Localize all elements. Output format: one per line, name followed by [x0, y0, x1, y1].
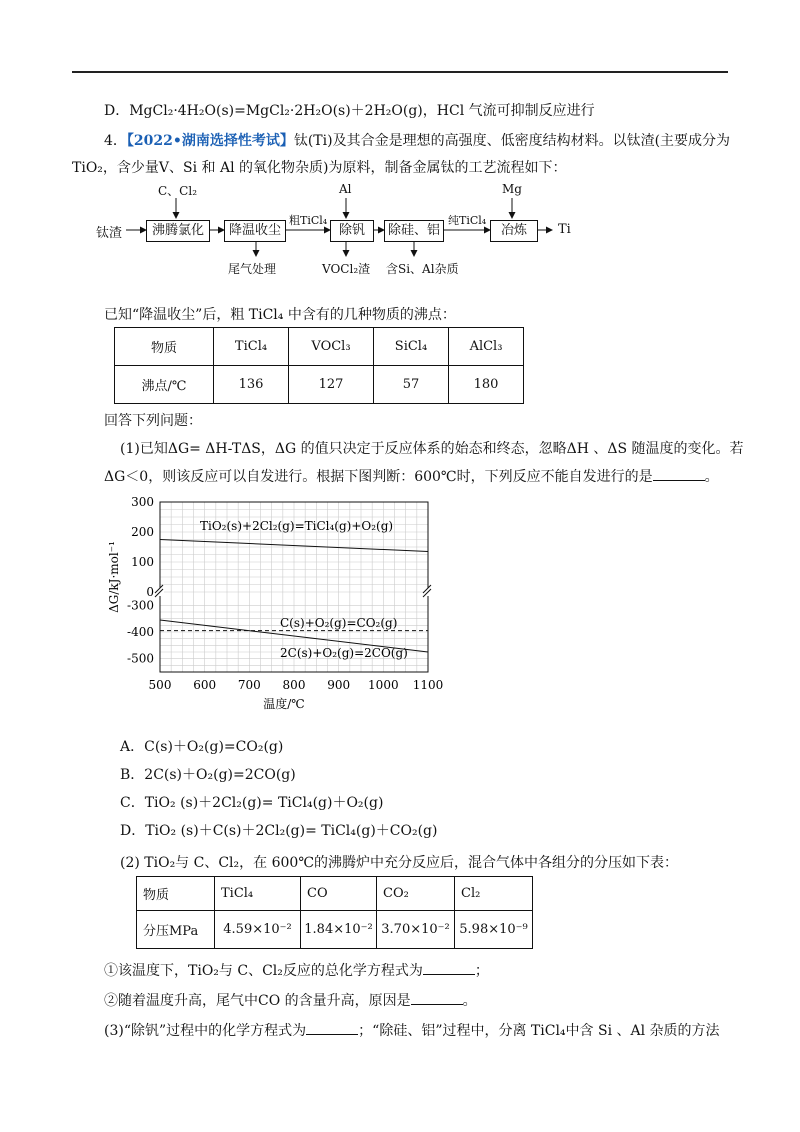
x-tick-label: 600	[193, 678, 217, 692]
x-tick-label: 900	[327, 678, 351, 692]
table-header-row	[137, 877, 533, 911]
flow-box-cooling: 降温收尘	[224, 220, 286, 242]
y-tick-label: 0	[146, 585, 154, 599]
table-cell: 5.98×10⁻⁹	[455, 911, 533, 949]
series-label: TiO₂(s)+2Cl₂(g)=TiCl₄(g)+O₂(g)	[200, 519, 394, 533]
part3-text-a: (3)“除钒”过程中的化学方程式为	[104, 1023, 307, 1039]
part1-line1: (1)已知ΔG= ΔH-TΔS，ΔG 的值只决定于反应体系的始态和终态，忽略ΔH 、ΔS 随温度的变化。若	[120, 441, 744, 457]
option-c: C．TiO₂ (s)＋2Cl₂(g)= TiCl₄(g)＋O₂(g)	[120, 795, 384, 811]
header-rule	[72, 71, 728, 73]
question-2-1	[104, 960, 489, 980]
table-cell: 1.84×10⁻²	[301, 911, 377, 949]
x-tick-label: 500	[148, 678, 172, 692]
flow-label-pure: 纯TiCl₄	[448, 214, 487, 227]
table-row	[115, 366, 524, 404]
answer-prompt: 回答下列问题：	[104, 413, 202, 429]
part2-text: (2) TiO₂与 C、Cl₂，在 600℃的沸腾炉中充分反应后，混合气体中各组分的分压如下表：	[120, 855, 678, 871]
table-cell: 4.59×10⁻²	[215, 911, 301, 949]
x-tick-label: 1100	[412, 678, 444, 692]
flow-box-chlorination: 沸腾氯化	[146, 220, 210, 242]
exam-tag: 【2022•湖南选择性考试】	[126, 133, 294, 149]
question-4-intro	[104, 130, 730, 150]
table-cell: Cl₂	[455, 877, 533, 911]
flow-output-vocl2: VOCl₂渣	[322, 262, 371, 276]
series-label: 2C(s)+O₂(g)=2CO(g)	[280, 646, 408, 660]
flow-input-mg: Mg	[502, 182, 522, 196]
y-tick-label: -300	[127, 598, 154, 613]
question-2-1-end: ；	[474, 963, 489, 979]
prev-option-d: D．MgCl₂·4H₂O(s)=MgCl₂·2H₂O(s)＋2H₂O(g)，HCl 气流可抑制反应进行	[104, 103, 595, 119]
option-b: B．2C(s)＋O₂(g)=2CO(g)	[120, 767, 296, 783]
table-cell: CO	[301, 877, 377, 911]
x-tick-label: 700	[237, 678, 261, 692]
table-cell: 180	[449, 366, 524, 404]
delta-g-chart	[100, 492, 460, 717]
question-2-2-text: ②随着温度升高，尾气中CO 的含量升高，原因是	[104, 993, 411, 1009]
x-tick-label: 1000	[368, 678, 399, 692]
table-row	[137, 911, 533, 949]
table-header-row	[115, 328, 524, 366]
table-cell: AlCl₃	[449, 328, 524, 366]
flow-input-c-cl2: C、Cl₂	[158, 184, 198, 198]
flow-box-remove-v: 除钒	[330, 220, 374, 242]
series-label: C(s)+O₂(g)=CO₂(g)	[280, 616, 398, 630]
flow-output-exhaust: 尾气处理	[228, 262, 277, 276]
y-tick-label: -400	[127, 625, 154, 639]
part3	[104, 1020, 720, 1040]
table-cell: 物质	[115, 328, 214, 366]
answer-blank	[306, 1022, 358, 1035]
x-tick-label: 800	[282, 678, 306, 692]
answer-blank	[411, 992, 463, 1005]
y-axis-title: ΔG/kJ·mol⁻¹	[107, 541, 121, 613]
table-cell: TiCl₄	[214, 328, 289, 366]
table-cell: 127	[289, 366, 374, 404]
table-cell: 沸点/℃	[115, 366, 214, 404]
y-tick-label: 300	[131, 495, 154, 509]
boiling-point-table	[114, 327, 524, 404]
question-number: 4．	[104, 133, 127, 149]
table-cell: TiCl₄	[215, 877, 301, 911]
table-cell: 57	[374, 366, 449, 404]
answer-blank	[653, 468, 705, 481]
table-cell: 136	[214, 366, 289, 404]
x-axis-title: 温度/℃	[263, 697, 305, 711]
table-cell: 3.70×10⁻²	[377, 911, 455, 949]
table-cell: CO₂	[377, 877, 455, 911]
intro-text-1: 钛(Ti)及其合金是理想的高强度、低密度结构材料。以钛渣(主要成分为	[293, 133, 731, 149]
y-tick-label: -500	[127, 651, 154, 666]
answer-blank	[423, 962, 475, 975]
flow-label-crude: 粗TiCl₄	[289, 214, 328, 227]
partial-pressure-table	[136, 876, 533, 949]
question-2-2-end: 。	[462, 993, 477, 1009]
flow-start: 钛渣	[96, 226, 123, 241]
table-cell: VOCl₃	[289, 328, 374, 366]
flow-end: Ti	[558, 222, 571, 237]
part1-end: 。	[704, 469, 719, 485]
question-2-2	[104, 990, 477, 1010]
question-2-1-text: ①该温度下，TiO₂与 C、Cl₂反应的总化学方程式为	[104, 963, 423, 979]
table-cell: SiCl₄	[374, 328, 449, 366]
flow-box-smelting: 冶炼	[490, 220, 538, 242]
table-cell: 分压MPa	[137, 911, 215, 949]
y-tick-label: 200	[131, 525, 154, 539]
table-cell: 物质	[137, 877, 215, 911]
flow-output-impurity: 含Si、Al杂质	[386, 262, 459, 276]
part3-text-b: ；“除硅、铝”过程中，分离 TiCl₄中含 Si 、Al 杂质的方法	[358, 1023, 720, 1039]
y-tick-label: 100	[131, 555, 154, 569]
intro-text-2: TiO₂，含少量V、Si 和 Al 的氧化物杂质)为原料，制备金属钛的工艺流程如下：	[72, 160, 567, 176]
option-a: A．C(s)＋O₂(g)=CO₂(g)	[120, 739, 284, 755]
flow-box-remove-si-al: 除硅、铝	[384, 220, 444, 242]
part1-line2	[104, 466, 719, 486]
chart-labels	[107, 495, 443, 711]
known-text: 已知“降温收尘”后，粗 TiCl₄ 中含有的几种物质的沸点：	[104, 307, 456, 323]
option-d: D．TiO₂ (s)＋C(s)＋2Cl₂(g)= TiCl₄(g)＋CO₂(g)	[120, 823, 438, 839]
flow-input-al: Al	[339, 182, 352, 196]
part1-text: ΔG＜0，则该反应可以自发进行。根据下图判断：600℃时，下列反应不能自发进行的是	[104, 469, 653, 485]
